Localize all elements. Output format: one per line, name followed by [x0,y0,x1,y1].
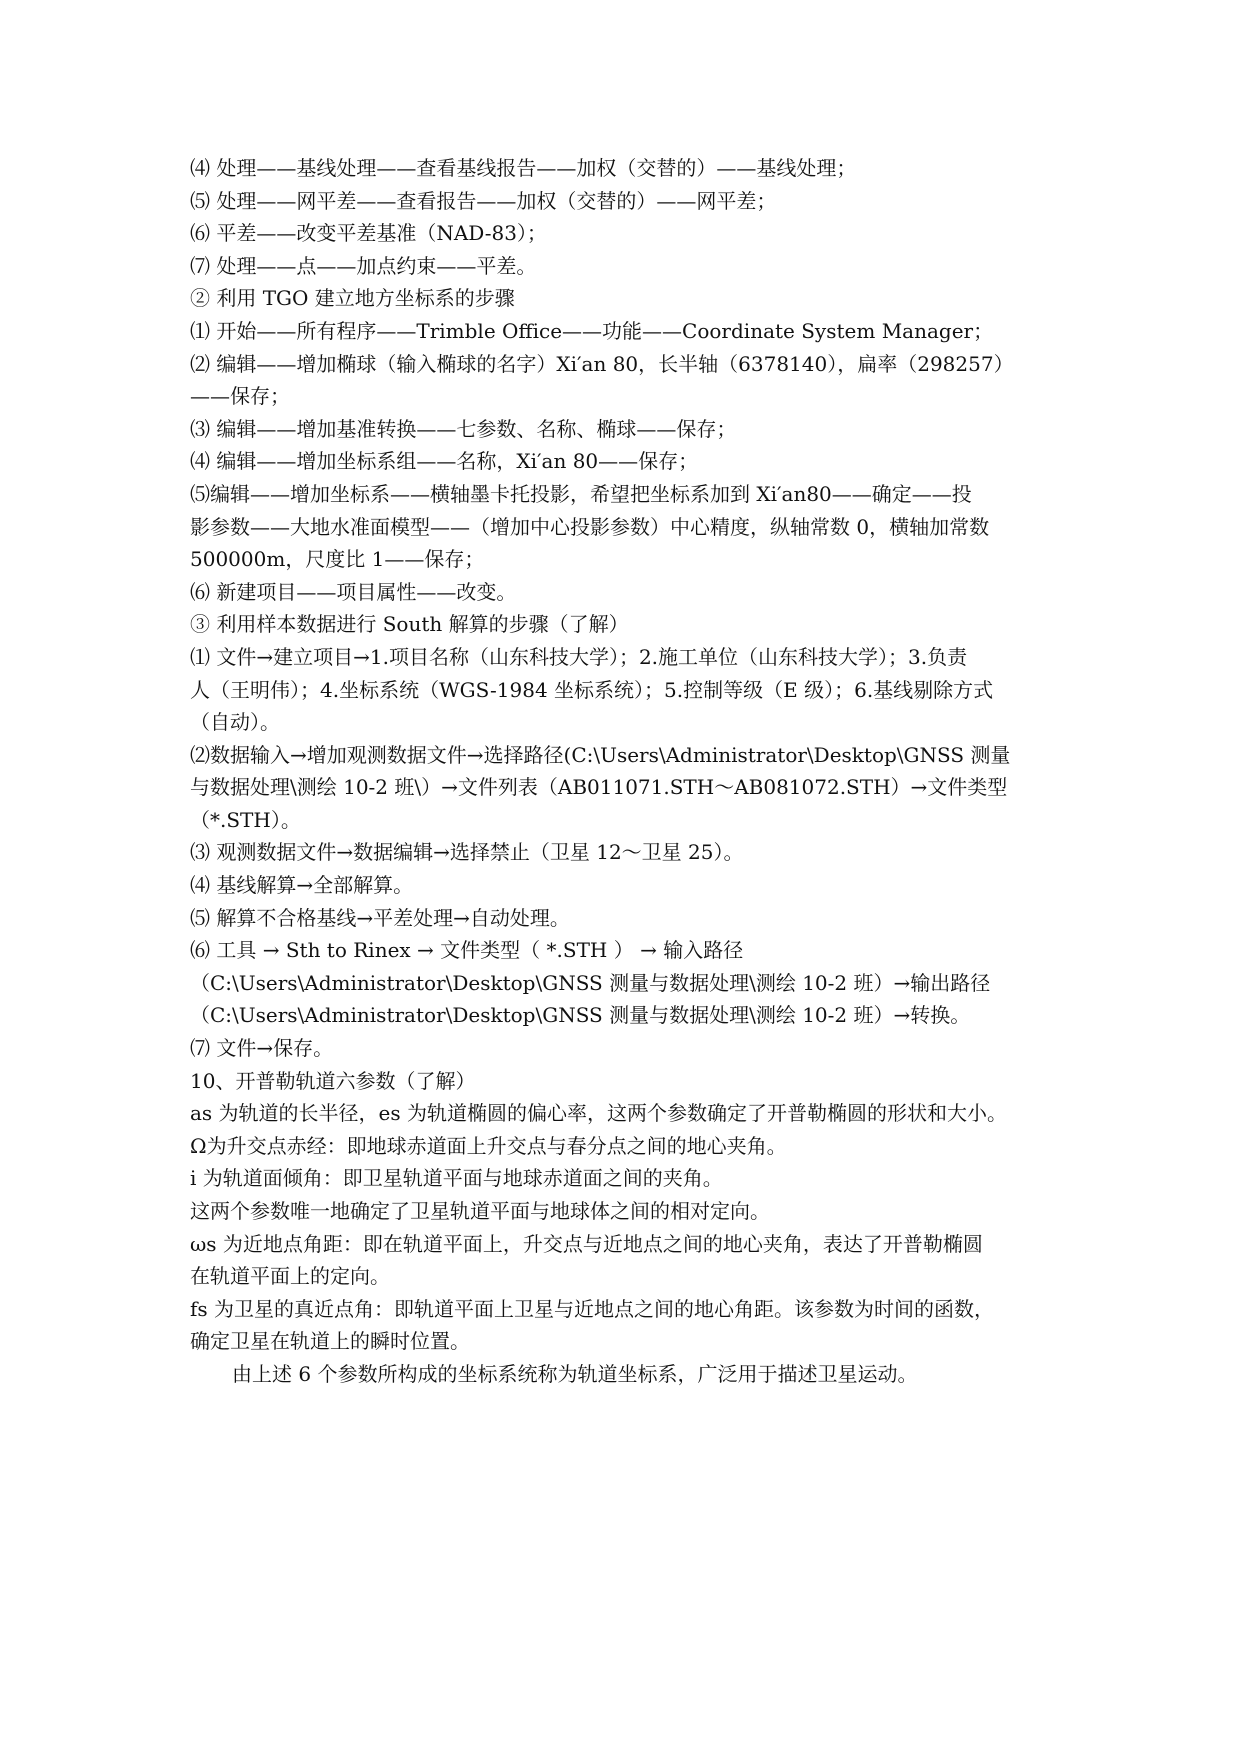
text-line: 与数据处理\测绘 10-2 班\）→文件列表（AB011071.STH～AB081072.STH）→文件类型 [190,775,1008,800]
text-line: ⑷ 处理——基线处理——查看基线报告——加权（交替的）——基线处理； [190,156,857,180]
text-line: 这两个参数唯一地确定了卫星轨道平面与地球体之间的相对定向。 [190,1199,770,1223]
section-heading: ② 利用 TGO 建立地方坐标系的步骤 [190,286,515,311]
text-line: ⑴ 文件→建立项目→1.项目名称（山东科技大学）；2.施工单位（山东科技大学）；3.负责 [190,644,968,669]
text-line: ⑷ 编辑——增加坐标系组——名称，Xi′an 80——保存； [190,449,699,474]
text-line: fs 为卫星的真近点角：即轨道平面上卫星与近地点之间的地心角距。该参数为时间的函数， [190,1296,995,1321]
text-line: ⑸编辑——增加坐标系——横轴墨卡托投影，希望把坐标系加到 Xi′an80——确定——投 [190,481,972,506]
text-line: ⑹ 工具 → Sth to Rinex → 文件类型（ *.STH ） → 输入路径 [190,938,744,963]
text-line: （C:\Users\Administrator\Desktop\GNSS 测量与数据处理\测绘 10-2 班）→转换。 [190,1003,971,1028]
text-line: （C:\Users\Administrator\Desktop\GNSS 测量与数据处理\测绘 10-2 班）→输出路径 [190,970,991,995]
text-line: ⑷ 基线解算→全部解算。 [190,873,414,898]
text-line: ⑵数据输入→增加观测数据文件→选择路径(C:\Users\Administrator\Desktop\GNSS 测量 [190,742,1011,767]
text-line: ⑸ 解算不合格基线→平差处理→自动处理。 [190,905,570,930]
text-line: ⑵ 编辑——增加椭球（输入椭球的名字）Xi′an 80，长半轴（6378140），扁率（298257） [190,351,1014,376]
text-line: （*.STH）。 [190,807,301,832]
text-line: ⑺ 文件→保存。 [190,1036,334,1061]
text-line: 人（王明伟）；4.坐标系统（WGS-1984 坐标系统）；5.控制等级（E 级）；6.基线剔除方式 [190,677,994,702]
text-line: ⑶ 编辑——增加基准转换——七参数、名称、椭球——保存； [190,416,737,441]
text-line: as 为轨道的长半径，es 为轨道椭圆的偏心率，这两个参数确定了开普勒椭圆的形状和大小。 [190,1101,1008,1126]
text-line: 影参数——大地水准面模型——（增加中心投影参数）中心精度，纵轴常数 0，横轴加常数 [190,514,990,539]
text-line: Ω为升交点赤经：即地球赤道面上升交点与春分点之间的地心夹角。 [190,1133,787,1158]
section-heading: 10、开普勒轨道六参数（了解） [190,1068,476,1093]
text-line: ⑶ 观测数据文件→数据编辑→选择禁止（卫星 12～卫星 25）。 [190,840,744,865]
text-line: ——保存； [190,384,290,409]
text-line: ⑸ 处理——网平差——查看报告——加权（交替的）——网平差； [190,188,777,213]
text-line: ⑹ 新建项目——项目属性——改变。 [190,579,517,604]
text-line: ⑹ 平差——改变平差基准（NAD-83）； [190,221,547,246]
text-line: ωs 为近地点角距：即在轨道平面上，升交点与近地点之间的地心夹角，表达了开普勒椭圆 [190,1231,983,1256]
text-line: （自动）。 [190,710,280,735]
text-line: 确定卫星在轨道上的瞬时位置。 [190,1329,470,1354]
text-line: i 为轨道面倾角：即卫星轨道平面与地球赤道面之间的夹角。 [190,1166,723,1191]
text-line: ⑺ 处理——点——加点约束——平差。 [190,253,537,278]
section-heading: ③ 利用样本数据进行 South 解算的步骤（了解） [190,612,629,637]
document-page [190,152,1070,1391]
text-line: 500000m，尺度比 1——保存； [190,547,485,572]
text-line: ⑴ 开始——所有程序——Trimble Office——功能——Coordinate System Manager； [190,318,994,343]
summary-paragraph: 由上述 6 个参数所构成的坐标系统称为轨道坐标系，广泛用于描述卫星运动。 [232,1361,918,1386]
text-line: 在轨道平面上的定向。 [190,1264,390,1289]
